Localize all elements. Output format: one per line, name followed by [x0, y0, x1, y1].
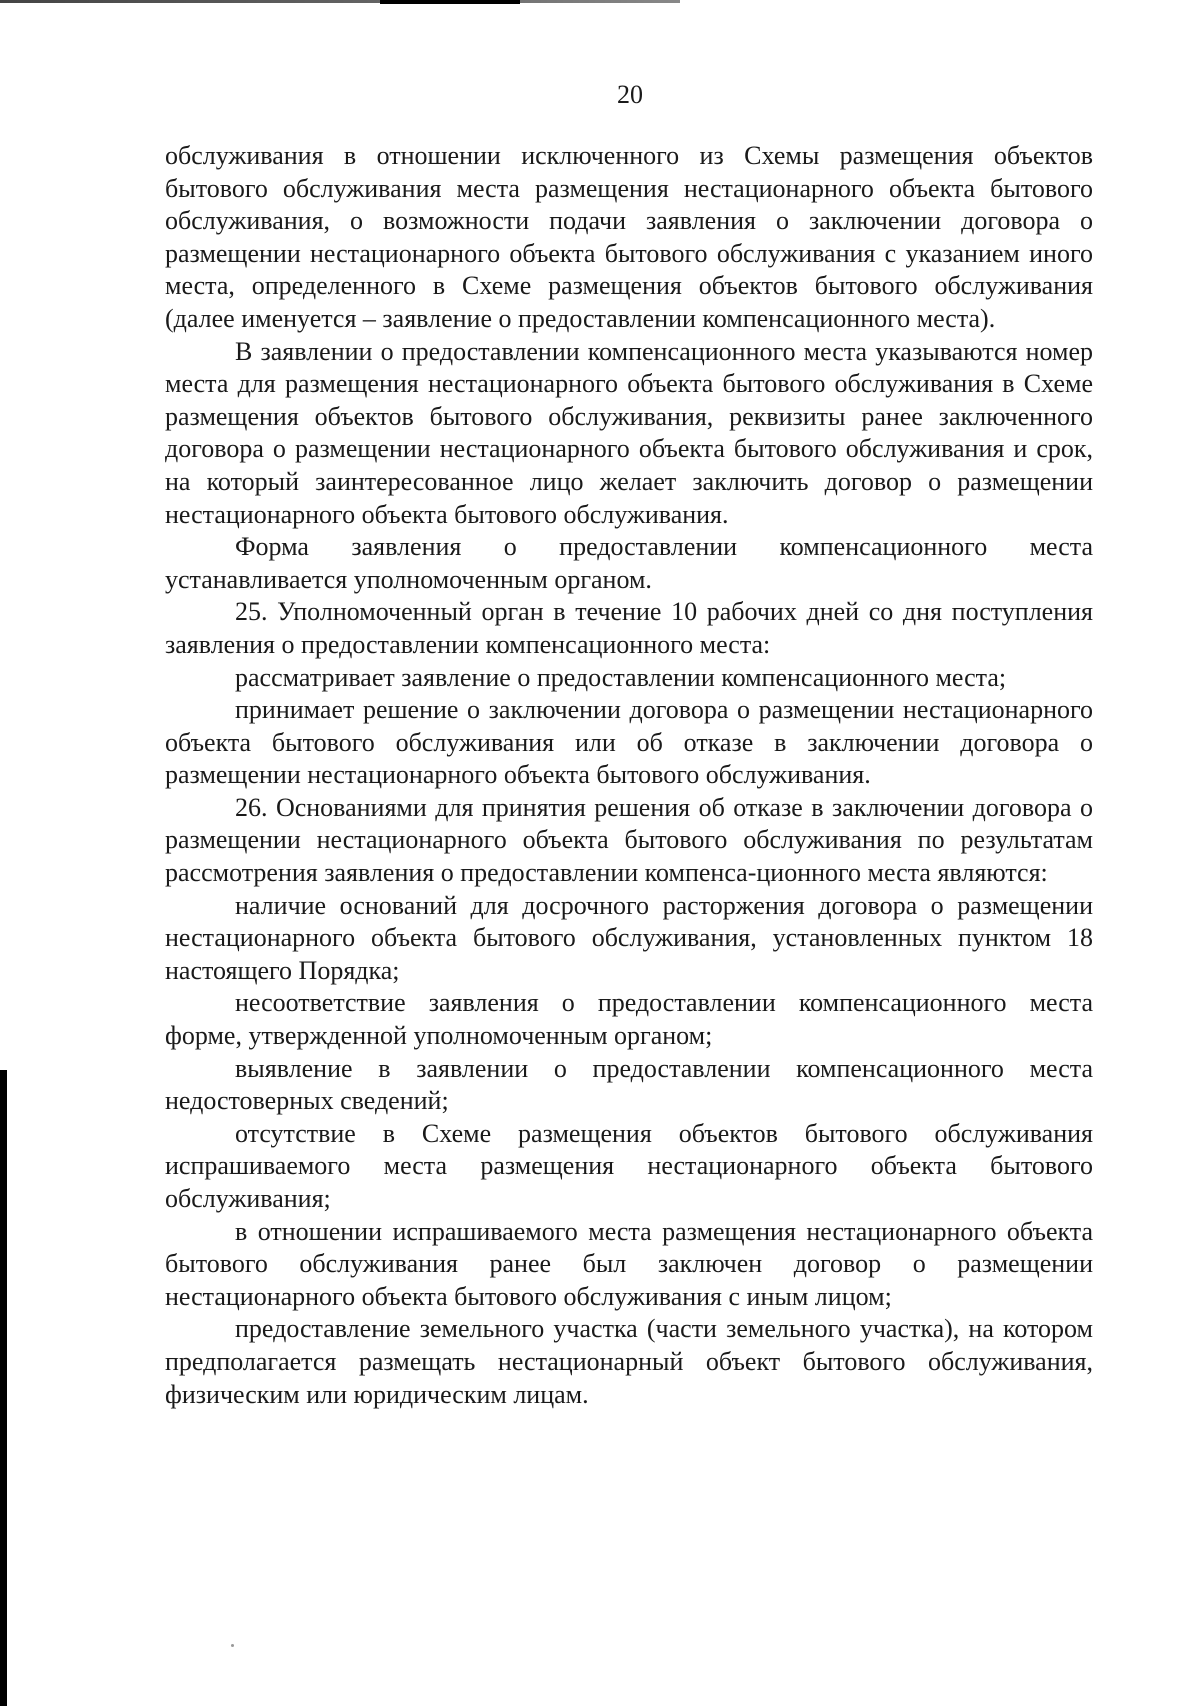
- paragraph: отсутствие в Схеме размещения объектов бытового обслуживания испрашиваемого места размещения нестационарного объекта бытового обслуживания;: [165, 1118, 1093, 1213]
- paragraph: рассматривает заявление о предоставлении компенсационного места;: [235, 662, 1007, 692]
- document-body: [165, 140, 1093, 1411]
- paragraph-item-26: 26. Основаниями для принятия решения об отказе в заключении договора о размещении нестационарного объекта бытового обслуживания по результатам рассмотрения заявления о предоставлении компенса-ционного места являются:: [165, 792, 1093, 888]
- scan-edge-top: [0, 0, 680, 3]
- page-number: 20: [617, 80, 643, 109]
- paragraph: наличие оснований для досрочного расторжения договора о размещении нестационарного объекта бытового обслуживания, установленных пунктом 18 настоящего Порядка;: [165, 890, 1093, 985]
- scan-speck: [231, 1644, 234, 1647]
- scan-edge-top-dark: [380, 0, 520, 4]
- paragraph: в отношении испрашиваемого места размещения нестационарного объекта бытового обслуживания ранее был заключен договор о размещении нестационарного объекта бытового обслуживания с иным лицом;: [165, 1216, 1093, 1311]
- paragraph: В заявлении о предоставлении компенсационного места указываются номер места для размещения нестационарного объекта бытового обслуживания в Схеме размещения объектов бытового обслуживания, реквизиты ранее заключенного договора о размещении нестационарного объекта бытового обслуживания и срок, на который заинтересованное лицо желает заключить договор о размещении нестационарного объекта бытового обслуживания.: [165, 336, 1093, 529]
- scan-edge-left: [0, 1070, 7, 1706]
- paragraph: принимает решение о заключении договора о размещении нестационарного объекта бытового обслуживания или об отказе в заключении договора о размещении нестационарного объекта бытового обслуживания.: [165, 695, 1093, 790]
- paragraph: предоставление земельного участка (части земельного участка), на котором предполагается размещать нестационарный объект бытового обслуживания, физическим или юридическим лицам.: [165, 1314, 1093, 1409]
- paragraph-continuation: обслуживания в отношении исключенного из Схемы размещения объектов бытового обслуживания места размещения нестационарного объекта бытового обслуживания, о возможности подачи заявления о заключении договора о размещении нестационарного объекта бытового обслуживания с указанием иного места, определенного в Схеме размещения объектов бытового обслуживания (далее именуется – заявление о предоставлении компенсационного места).: [165, 141, 1093, 333]
- paragraph: выявление в заявлении о предоставлении компенсационного места недостоверных сведений;: [165, 1053, 1093, 1116]
- paragraph: несоответствие заявления о предоставлении компенсационного места форме, утвержденной уполномоченным органом;: [165, 988, 1093, 1051]
- paragraph: Форма заявления о предоставлении компенсационного места устанавливается уполномоченным органом.: [165, 532, 1093, 594]
- paragraph-item-25: 25. Уполномоченный орган в течение 10 рабочих дней со дня поступления заявления о предоставлении компенсационного места:: [165, 597, 1093, 659]
